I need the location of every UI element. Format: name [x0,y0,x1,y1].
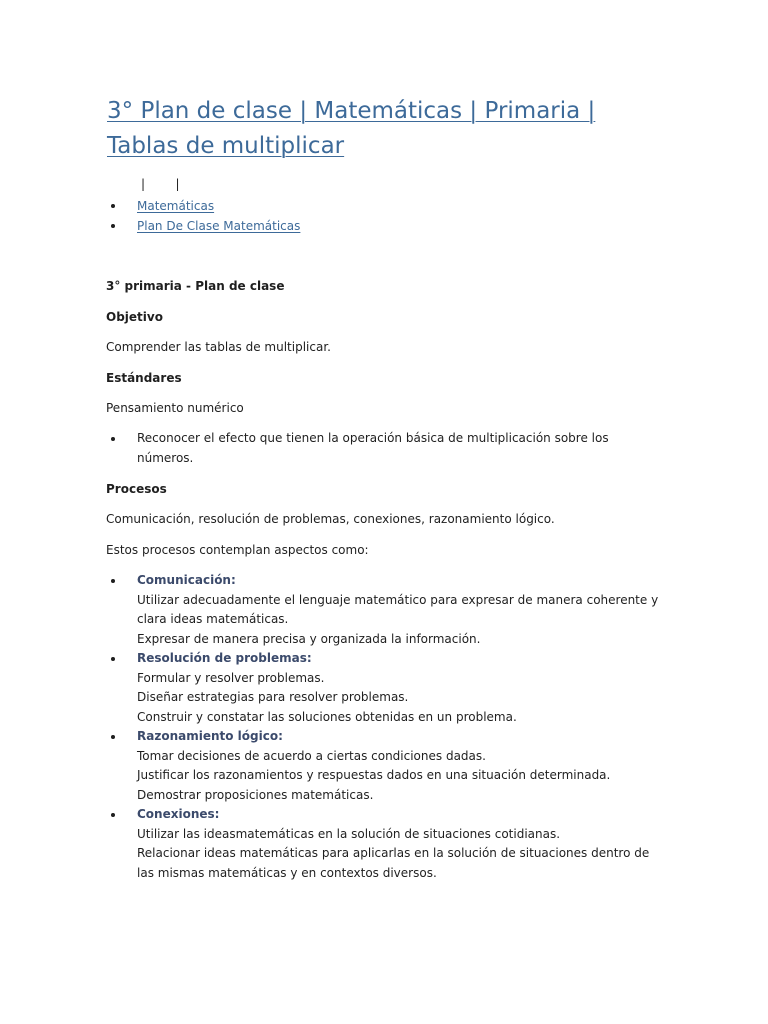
process-line: Expresar de manera precisa y organizada la información. [137,631,481,646]
process-line: Relacionar ideas matemáticas para aplicarlas en la solución de situaciones dentro de [137,846,650,860]
process-line: Construir y constatar las soluciones obtenidas en un problema. [137,709,517,724]
process-label: Conexiones: [137,807,220,821]
breadcrumb-item [109,196,300,216]
estandares-heading: Estándares [106,371,182,385]
estandares-list [109,429,609,468]
list-item [109,649,658,727]
procesos-intro: Estos procesos contemplan aspectos como: [106,543,369,557]
section-subtitle: 3° primaria - Plan de clase [106,279,285,293]
objetivo-text: Comprender las tablas de multiplicar. [106,340,331,354]
process-line: Justificar los razonamientos y respuestas dados en una situación determinada. [137,768,611,782]
list-item [109,571,658,649]
process-line: Demostrar proposiciones matemáticas. [137,787,374,802]
process-line: Tomar decisiones de acuerdo a ciertas condiciones dadas. [137,748,486,763]
process-line: clara ideas matemáticas. [137,612,289,626]
list-item [109,727,658,805]
procesos-text: Comunicación, resolución de problemas, conexiones, razonamiento lógico. [106,512,555,526]
list-item [109,429,609,468]
process-line: Formular y resolver problemas. [137,670,325,685]
breadcrumb-separators: | | [141,177,180,191]
process-label: Razonamiento lógico: [137,729,283,743]
estandares-bullet-line: números. [137,450,194,465]
process-line: las mismas matemáticas y en contextos diversos. [137,865,437,880]
breadcrumb-link-plan-de-clase[interactable]: Plan De Clase Matemáticas [137,219,301,233]
procesos-heading: Procesos [106,482,167,496]
breadcrumb-item [109,216,300,236]
objetivo-heading: Objetivo [106,310,163,324]
process-line: Utilizar adecuadamente el lenguaje matemático para expresar de manera coherente y [137,592,659,607]
procesos-list [109,571,658,883]
breadcrumb-link-matematicas[interactable]: Matemáticas [137,199,215,213]
page-title[interactable]: 3° Plan de clase | Matemáticas | Primaria | Tablas de multiplicar [107,98,596,159]
process-label: Comunicación: [137,573,236,587]
estandares-text: Pensamiento numérico [106,401,244,415]
process-line: Diseñar estrategias para resolver problemas. [137,690,409,704]
process-line: Utilizar las ideasmatemáticas en la solución de situaciones cotidianas. [137,826,561,841]
process-label: Resolución de problemas: [137,651,312,665]
breadcrumb [109,196,300,236]
estandares-bullet-line: Reconocer el efecto que tienen la operación básica de multiplicación sobre los [137,431,609,445]
list-item [109,805,658,883]
